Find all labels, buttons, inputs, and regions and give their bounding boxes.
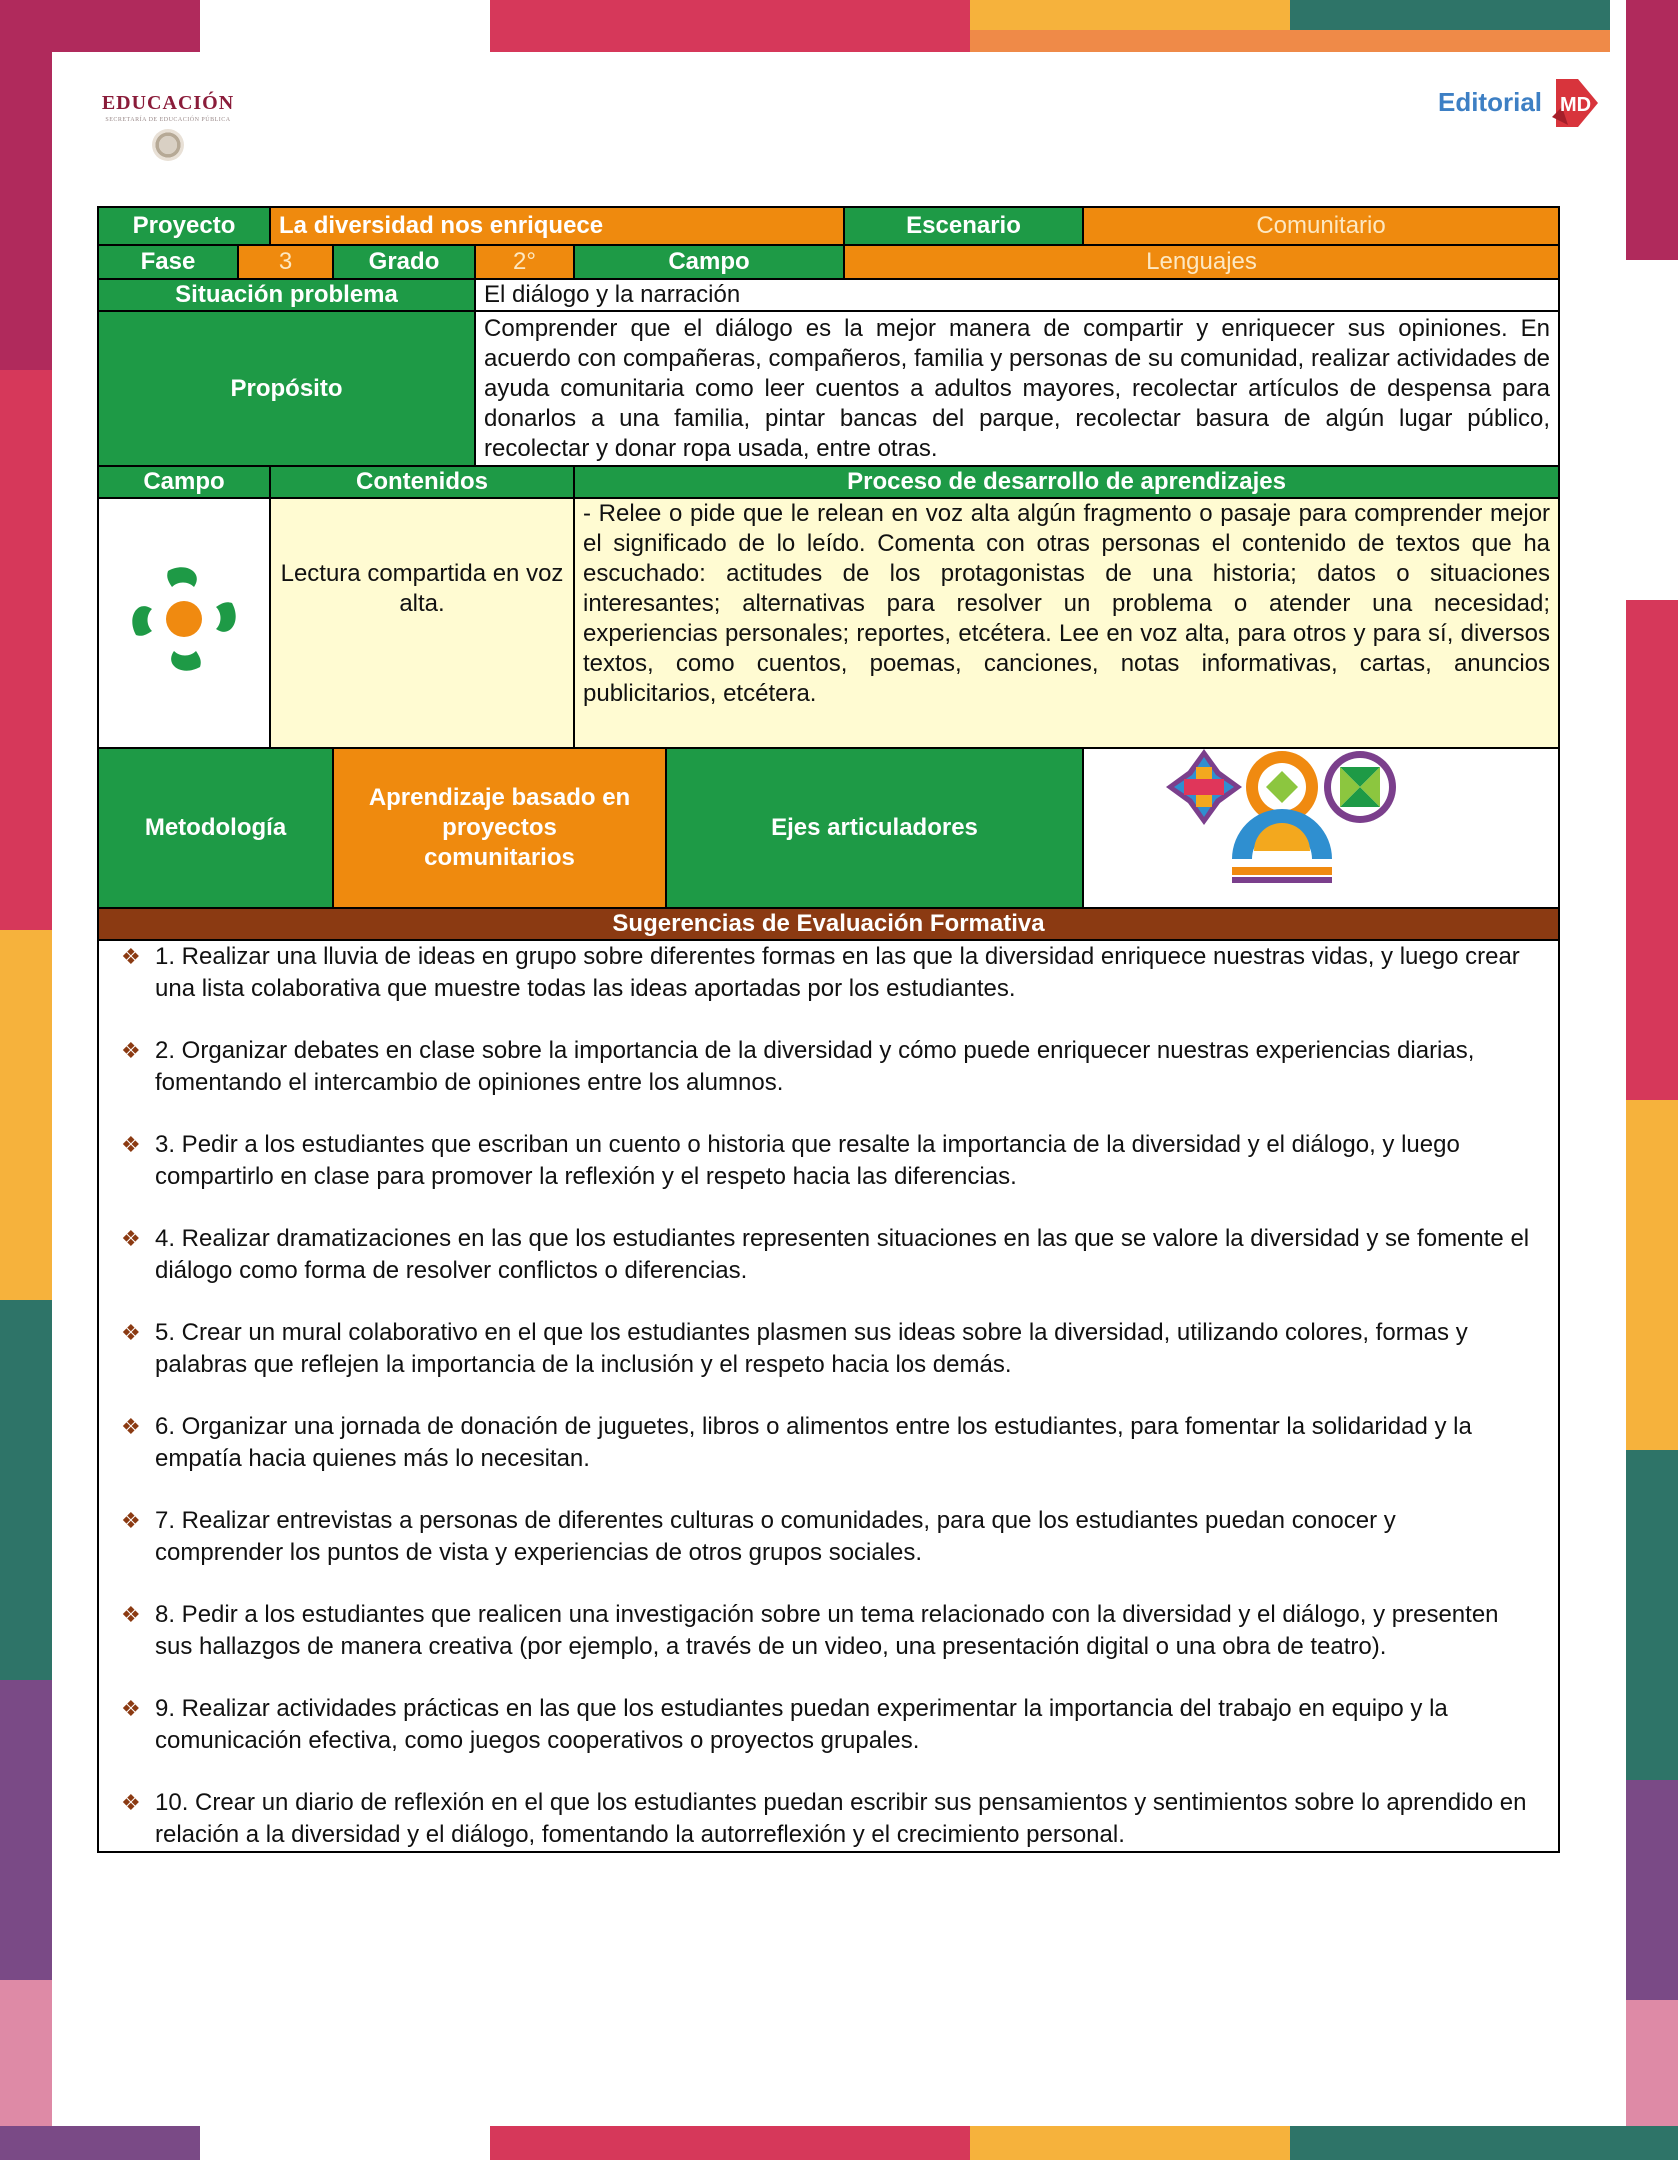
suggestion-text: 6. Organizar una jornada de donación de juguetes, libros o alimentos entre los estudiantes, para fomentar la solidaridad y la empatía hacia quienes más lo necesitan. <box>155 1413 1472 1472</box>
proceso-value: - Relee o pide que le relean en voz alta algún fragmento o pasaje para comprender mejor el significado de lo leído. Comenta con otras personas el contenido de textos que ha escuchado: actitudes de los protagonistas de una historia; datos o situaciones interesantes; alternativas para resolver un problema o atender una necesidad; experiencias personales; reportes, etcétera. Lee en voz alta, para otros y para sí, diversos textos, como cuentos, poemas, canciones, notas informativas, cartas, anuncios publicitarios, etcétera. <box>574 498 1559 748</box>
col-proceso-header: Proceso de desarrollo de aprendizajes <box>574 466 1559 498</box>
list-item <box>121 1317 1530 1381</box>
diamond-bullet-icon: ❖ <box>121 1790 141 1815</box>
proyecto-label: Proyecto <box>98 207 270 245</box>
suggestion-text: 4. Realizar dramatizaciones en las que los estudiantes representen situaciones en las que se valore la diversidad y se fomente el diálogo como forma de resolver conflictos o diferencias. <box>155 1225 1530 1284</box>
editorial-md-icon <box>1548 73 1602 131</box>
sugerencias-list <box>98 940 1559 1852</box>
escenario-label: Escenario <box>844 207 1083 245</box>
metodologia-value: Aprendizaje basado en proyectos comunitarios <box>333 748 666 908</box>
fase-value: 3 <box>238 245 333 279</box>
ejes-icon-cell <box>1083 748 1559 908</box>
diamond-bullet-icon: ❖ <box>121 1696 141 1721</box>
suggestion-text: 2. Organizar debates en clase sobre la importancia de la diversidad y cómo puede enriquecer nuestras experiencias diarias, fomentando el intercambio de opiniones entre los alumnos. <box>155 1037 1475 1096</box>
proposito-value: Comprender que el diálogo es la mejor manera de compartir y enriquecer sus opiniones. En acuerdo con compañeras, compañeros, familia y personas de su comunidad, realizar actividades de ayuda comunitaria como leer cuentos a adultos mayores, recolectar artículos de despensa para donarlos a una familia, pintar bancas del parque, recolectar basura de algún lugar público, recolectar y donar ropa usada, entre otras. <box>475 311 1559 466</box>
list-item <box>121 1693 1530 1757</box>
suggestion-text: 8. Pedir a los estudiantes que realicen una investigación sobre un tema relacionado con la diversidad y el diálogo, y presenten sus hallazgos de manera creativa (por ejemplo, a través de un video, una presentación digital o una obra de teatro). <box>155 1601 1499 1660</box>
education-logo-subtext: SECRETARÍA DE EDUCACIÓN PÚBLICA <box>105 117 231 123</box>
list-item <box>121 941 1530 1005</box>
suggestion-text: 1. Realizar una lluvia de ideas en grupo sobre diferentes formas en las que la diversidad enriquece nuestras vidas, y luego crear una lista colaborativa que muestre todas las ideas aportadas por los estudiantes. <box>155 943 1520 1002</box>
education-logo <box>98 92 238 161</box>
sugerencias-title: Sugerencias de Evaluación Formativa <box>98 908 1559 940</box>
list-item <box>121 1787 1530 1851</box>
grado-label: Grado <box>333 245 475 279</box>
diamond-bullet-icon: ❖ <box>121 1602 141 1627</box>
editorial-logo-mark: MD <box>1560 94 1592 116</box>
ejes-label: Ejes articuladores <box>666 748 1083 908</box>
suggestion-text: 10. Crear un diario de reflexión en el que los estudiantes puedan escribir sus pensamientos y sentimientos sobre lo aprendido en relación a la diversidad y el diálogo, fomentando la autorreflexión y el crecimiento personal. <box>155 1789 1527 1848</box>
metodologia-label: Metodología <box>98 748 333 908</box>
diamond-bullet-icon: ❖ <box>121 1508 141 1533</box>
editorial-logo-text: Editorial <box>1437 86 1542 117</box>
suggestion-text: 5. Crear un mural colaborativo en el que los estudiantes plasmen sus ideas sobre la diversidad, utilizando colores, formas y palabras que reflejen la importancia de la inclusión y el respeto hacia los demás. <box>155 1319 1468 1378</box>
diamond-bullet-icon: ❖ <box>121 1320 141 1345</box>
contenido-value: Lectura compartida en voz alta. <box>270 498 574 748</box>
suggestion-text: 3. Pedir a los estudiantes que escriban un cuento o historia que resalte la importancia de la diversidad y el diálogo, y luego compartirlo en clase para promover la reflexión y el respeto hacia las diferencias. <box>155 1131 1460 1190</box>
escenario-value: Comunitario <box>1083 207 1559 245</box>
education-logo-text: EDUCACIÓN <box>101 92 235 114</box>
list-item <box>121 1505 1530 1569</box>
diamond-bullet-icon: ❖ <box>121 1038 141 1063</box>
list-item <box>121 1129 1530 1193</box>
diamond-bullet-icon: ❖ <box>121 1226 141 1251</box>
editorial-logo <box>1438 72 1602 132</box>
grado-value: 2° <box>475 245 574 279</box>
fase-label: Fase <box>98 245 238 279</box>
planning-table <box>97 206 1560 1853</box>
campo-label: Campo <box>574 245 844 279</box>
list-item <box>121 1411 1530 1475</box>
proyecto-value: La diversidad nos enriquece <box>270 207 844 245</box>
col-contenidos-header: Contenidos <box>270 466 574 498</box>
list-item <box>121 1223 1530 1287</box>
situacion-value: El diálogo y la narración <box>475 279 1559 311</box>
seal-icon <box>152 129 184 161</box>
situacion-label: Situación problema <box>98 279 475 311</box>
diamond-bullet-icon: ❖ <box>121 944 141 969</box>
proposito-label: Propósito <box>98 311 475 466</box>
suggestion-text: 7. Realizar entrevistas a personas de diferentes culturas o comunidades, para que los estudiantes puedan conocer y comprender los puntos de vista y experiencias de otros grupos sociales. <box>155 1507 1396 1566</box>
diamond-bullet-icon: ❖ <box>121 1132 141 1157</box>
list-item <box>121 1599 1530 1663</box>
suggestion-text: 9. Realizar actividades prácticas en las que los estudiantes puedan experimentar la importancia del trabajo en equipo y la comunicación efectiva, como juegos cooperativos o proyectos grupales. <box>155 1695 1448 1754</box>
col-campo-header: Campo <box>98 466 270 498</box>
ejes-articuladores-icon <box>1092 749 1568 899</box>
campo-value: Lenguajes <box>844 245 1559 279</box>
campo-icon-cell <box>98 498 270 748</box>
diamond-bullet-icon: ❖ <box>121 1414 141 1439</box>
lenguajes-field-icon <box>124 559 244 679</box>
list-item <box>121 1035 1530 1099</box>
